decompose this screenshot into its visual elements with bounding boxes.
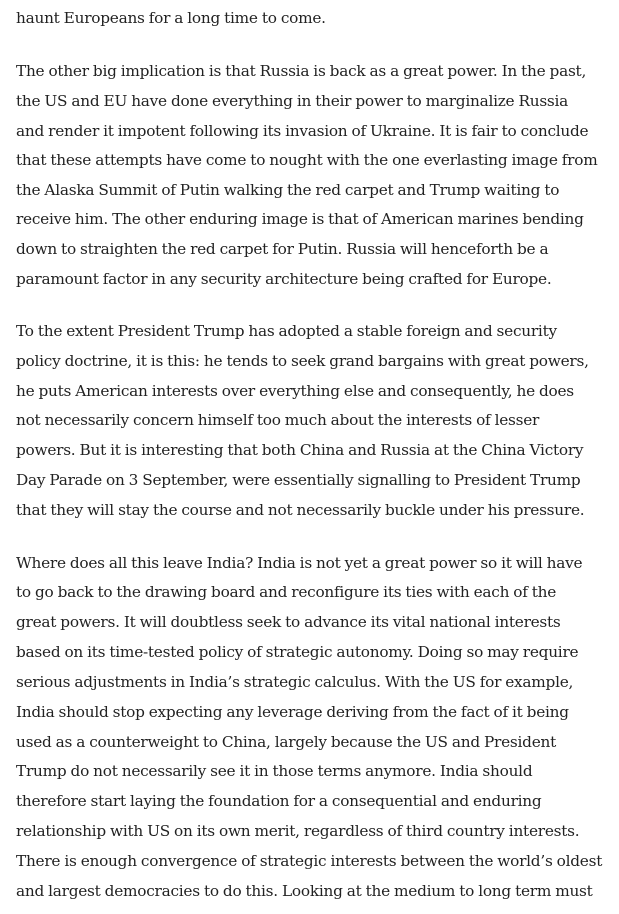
- paragraph-3-line-2: policy doctrine, it is this: he tends to seek grand bargains with great powers,: [16, 352, 589, 370]
- paragraph-2-line-7: down to straighten the red carpet for Putin. Russia will henceforth be a: [16, 240, 549, 258]
- paragraph-4-line-5: serious adjustments in India’s strategic calculus. With the US for example,: [16, 673, 574, 691]
- paragraph-3-line-7: that they will stay the course and not necessarily buckle under his pressure.: [16, 501, 585, 519]
- paragraph-4-line-4: based on its time-tested policy of strategic autonomy. Doing so may require: [16, 643, 579, 661]
- paragraph-4-line-12: and largest democracies to do this. Looking at the medium to long term must: [16, 882, 593, 900]
- paragraph-2-line-1: The other big implication is that Russia is back as a great power. In the past,: [16, 62, 587, 80]
- paragraph-4-line-1: Where does all this leave India? India is not yet a great power so it will have: [16, 554, 583, 572]
- paragraph-4-line-7: used as a counterweight to China, largely because the US and President: [16, 733, 557, 751]
- paragraph-2-line-3: and render it impotent following its invasion of Ukraine. It is fair to conclude: [16, 122, 589, 140]
- paragraph-2-line-6: receive him. The other enduring image is that of American marines bending: [16, 210, 584, 228]
- paragraph-3-line-3: he puts American interests over everything else and consequently, he does: [16, 382, 574, 400]
- paragraph-4-line-9: therefore start laying the foundation for a consequential and enduring: [16, 792, 542, 810]
- paragraph-4-line-11: There is enough convergence of strategic interests between the world’s oldest: [16, 852, 603, 870]
- paragraph-1-line-1: haunt Europeans for a long time to come.: [16, 9, 326, 27]
- paragraph-4-line-8: Trump do not necessarily see it in those terms anymore. India should: [16, 762, 533, 780]
- paragraph-3-line-6: Day Parade on 3 September, were essentially signalling to President Trump: [16, 471, 581, 489]
- paragraph-2-line-8: paramount factor in any security architecture being crafted for Europe.: [16, 270, 552, 288]
- paragraph-3-line-4: not necessarily concern himself too much about the interests of lesser: [16, 411, 540, 429]
- paragraph-4-line-3: great powers. It will doubtless seek to advance its vital national interests: [16, 613, 561, 631]
- paragraph-2-line-2: the US and EU have done everything in their power to marginalize Russia: [16, 92, 569, 110]
- paragraph-4-line-6: India should stop expecting any leverage deriving from the fact of it being: [16, 703, 569, 721]
- paragraph-4-line-10: relationship with US on its own merit, regardless of third country interests.: [16, 822, 580, 840]
- paragraph-2-line-4: that these attempts have come to nought with the one everlasting image from: [16, 151, 598, 169]
- paragraph-3-line-1: To the extent President Trump has adopted a stable foreign and security: [16, 322, 557, 340]
- paragraph-4-line-2: to go back to the drawing board and reconfigure its ties with each of the: [16, 583, 557, 601]
- paragraph-2-line-5: the Alaska Summit of Putin walking the red carpet and Trump waiting to: [16, 181, 560, 199]
- paragraph-3-line-5: powers. But it is interesting that both China and Russia at the China Victory: [16, 441, 584, 459]
